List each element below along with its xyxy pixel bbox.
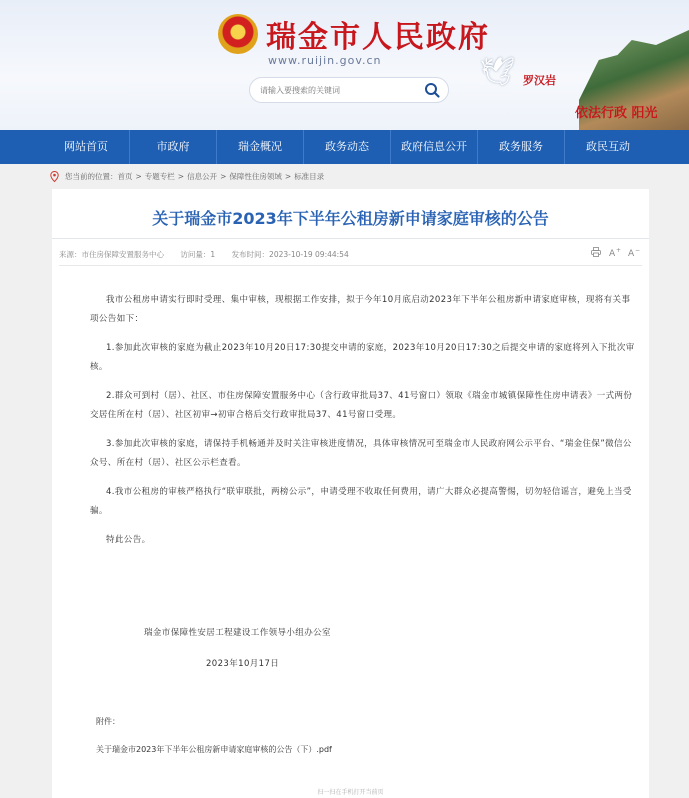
article-title: 关于瑞金市2023年下半年公租房新申请家庭审核的公告 <box>152 209 549 228</box>
nav-item-overview[interactable]: 瑞金概况 <box>238 140 282 153</box>
svg-text:−: − <box>635 247 641 254</box>
scenic-label: 罗汉岩 <box>523 74 556 87</box>
breadcrumb-topics[interactable]: 专题专栏 <box>144 171 175 181</box>
breadcrumb-info-disclosure[interactable]: 信息公开 <box>187 171 218 181</box>
title-divider <box>52 238 649 239</box>
signature-organization: 瑞金市保障性安居工程建设工作领导小组办公室 <box>144 628 331 638</box>
meta-divider <box>59 265 642 266</box>
article-paragraph-4: 4.我市公租房的审核严格执行“联审联批，两榜公示”，申请受理不收取任何费用，请广大群众必提高警惕，切勿轻信谣言，避免上当受骗。 <box>90 487 632 516</box>
breadcrumb-prefix: 您当前的位置： <box>65 171 118 181</box>
site-header <box>0 0 689 130</box>
nav-item-interaction[interactable]: 政民互动 <box>586 140 630 153</box>
site-title: 瑞金市人民政府 <box>266 20 490 55</box>
nav-item-home[interactable]: 网站首页 <box>64 140 108 153</box>
site-logo[interactable] <box>218 10 490 58</box>
breadcrumb-separator: > <box>135 171 142 181</box>
search-box <box>249 77 449 103</box>
breadcrumb-separator: > <box>284 171 292 181</box>
breadcrumb-separator: > <box>177 171 185 181</box>
qr-hint: 扫一扫在手机打开当前页 <box>317 789 384 796</box>
article-closing: 特此公告。 <box>106 535 151 545</box>
site-url: www.ruijin.gov.cn <box>268 54 382 67</box>
article-paragraph-3: 3.参加此次审核的家庭，请保持手机畅通并及时关注审核进度情况，具体审核情况可至瑞金市人民政府网公示平台、“瑞金住保”微信公众号、所在村（居）、社区公示栏查看。 <box>90 439 632 468</box>
article-card <box>52 189 649 798</box>
breadcrumb-catalog[interactable]: 标准目录 <box>294 171 325 181</box>
breadcrumb <box>50 168 324 184</box>
signature-date: 2023年10月17日 <box>206 659 280 669</box>
seagull-icon: 🕊 <box>480 55 516 88</box>
attachment-link[interactable]: 关于瑞金市2023年下半年公租房新申请家庭审核的公告（下）.pdf <box>96 745 332 754</box>
font-increase-icon[interactable] <box>609 247 620 257</box>
svg-text:A: A <box>609 249 616 259</box>
article-meta <box>59 249 363 260</box>
breadcrumb-separator: > <box>220 171 227 181</box>
article-tools <box>591 247 639 257</box>
attachment-label: 附件： <box>96 717 120 726</box>
breadcrumb-housing[interactable]: 保障性住房领域 <box>229 171 282 181</box>
svg-text:+: + <box>616 247 622 254</box>
svg-text:A: A <box>628 249 635 259</box>
nav-item-info-disclosure[interactable]: 政府信息公开 <box>401 140 467 153</box>
location-pin-icon <box>50 171 59 182</box>
search-icon[interactable] <box>424 82 440 98</box>
print-icon[interactable] <box>591 247 601 257</box>
main-nav <box>0 130 689 164</box>
national-emblem-icon <box>218 14 258 54</box>
article-views: 访问量：1 <box>180 250 216 259</box>
breadcrumb-home[interactable]: 首页 <box>117 171 133 181</box>
banner-slogan: 依法行政 阳光 <box>575 106 658 121</box>
nav-item-city-government[interactable]: 市政府 <box>156 140 190 153</box>
article-publish-time: 发布时间：2023-10-19 09:44:54 <box>231 250 349 259</box>
article-paragraph-intro: 我市公租房申请实行即时受理、集中审核，现根据工作安排，拟于今年10月底启动2023年下半年公租房新申请家庭审核，现将有关事项公告如下： <box>90 295 631 324</box>
article-body <box>90 291 635 560</box>
nav-item-news[interactable]: 政务动态 <box>325 140 369 153</box>
article-paragraph-2: 2.群众可到村（居）、社区、市住房保障安置服务中心（含行政审批局37、41号窗口）领取《瑞金市城镇保障性住房申请表》一式两份交居住所在村（居）、社区初审→初审合格后交行政审批局37、41号窗口受理。 <box>90 391 633 420</box>
article-paragraph-1: 1.参加此次审核的家庭为截止2023年10月20日17:30提交申请的家庭，2023年10月20日17:30之后提交申请的家庭将列入下批次审核。 <box>90 343 635 372</box>
font-decrease-icon[interactable] <box>628 247 639 257</box>
search-input[interactable] <box>260 86 420 95</box>
nav-item-services[interactable]: 政务服务 <box>499 140 543 153</box>
article-source: 来源：市住房保障安置服务中心 <box>59 250 164 259</box>
